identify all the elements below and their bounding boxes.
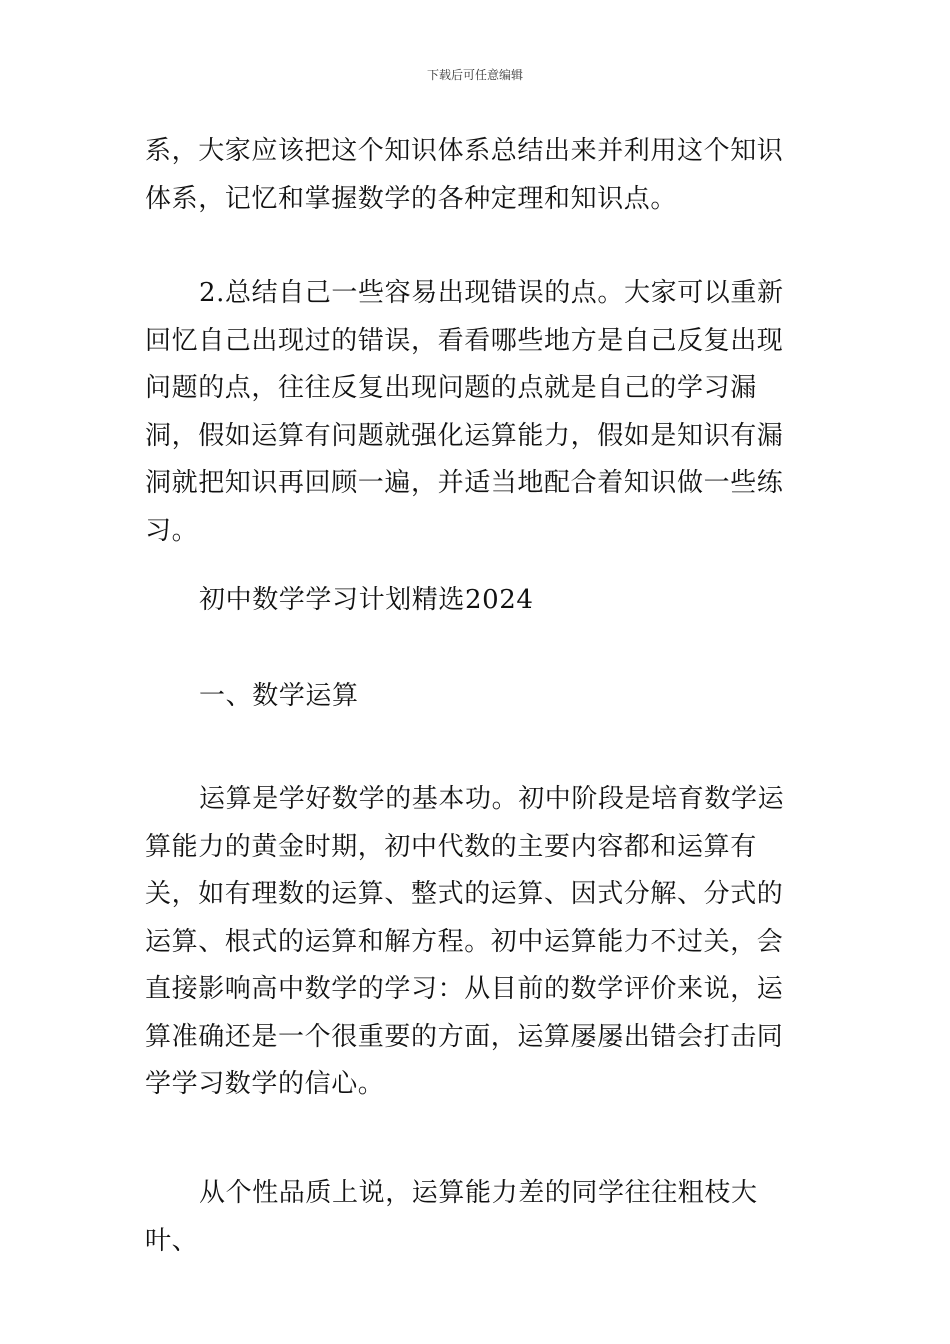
page-header: 下载后可任意编辑 bbox=[426, 68, 523, 82]
paragraph-personality: 从个性品质上说，运算能力差的同学往往粗枝大叶、 bbox=[145, 1178, 758, 1256]
section-title: 初中数学学习计划精选2024 bbox=[199, 585, 534, 615]
paragraph-math-operations: 运算是学好数学的基本功。初中阶段是培育数学运算能力的黄金时期，初中代数的主要内容都和运算有关，如有理数的运算、整式的运算、因式分解、分式的运算、根式的运算和解方程。初中运算能力不过关，会直接影响高中数学的学习：从目前的数学评价来说，运算准确还是一个很重要的方面，运算屡屡出错会打击同学学习数学的信心。 bbox=[145, 784, 785, 1099]
subsection-heading: 一、数学运算 bbox=[199, 681, 359, 711]
paragraph-knowledge-system: 系，大家应该把这个知识体系总结出来并利用这个知识体系，记忆和掌握数学的各种定理和知识点。 bbox=[145, 136, 784, 214]
paragraph-summarize-errors: 2.总结自己一些容易出现错误的点。大家可以重新回忆自己出现过的错误，看看哪些地方是自己反复出现问题的点，往往反复出现问题的点就是自己的学习漏洞，假如运算有问题就强化运算能力，假如是知识有漏洞就把知识再回顾一遍，并适当地配合着知识做一些练习。 bbox=[145, 278, 784, 546]
